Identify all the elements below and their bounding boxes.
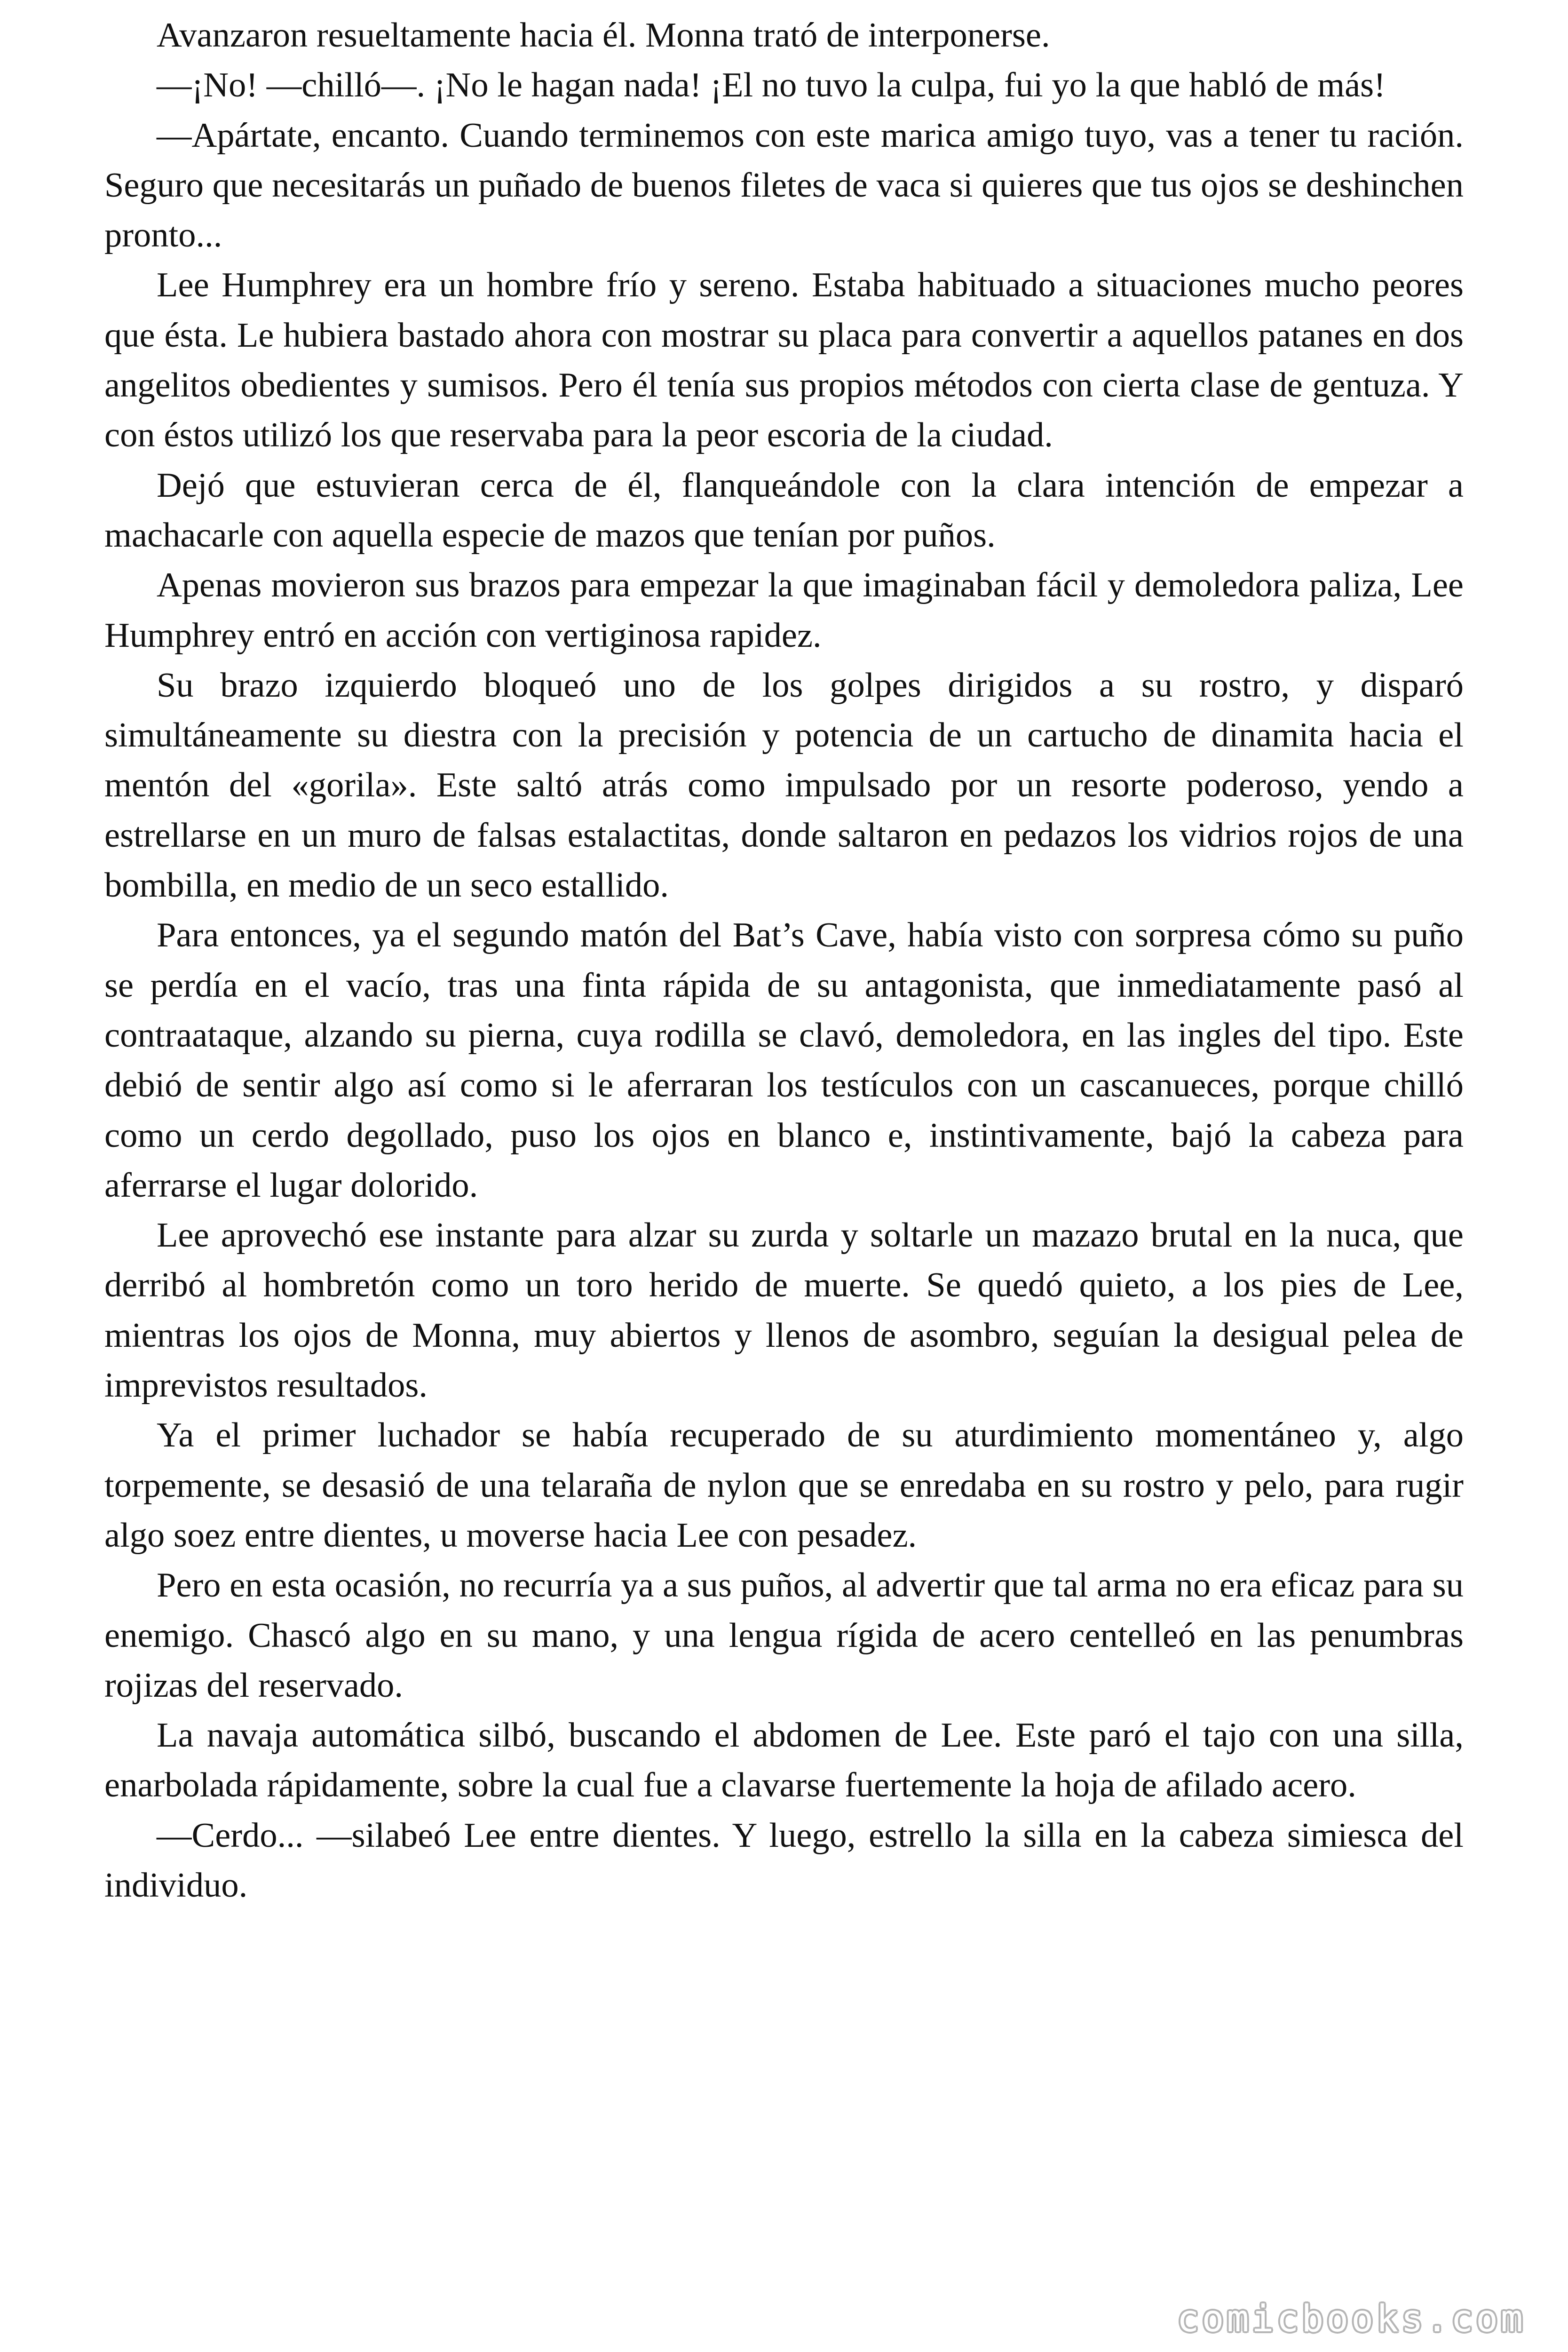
paragraph-12: La navaja automática silbó, buscando el abdomen de Lee. Este paró el tajo con una silla, enarbolada rápidamente, sobre la cual fue a clavarse fuertemente la hoja de afilado acero. [104, 1716, 1464, 1805]
paragraph-5: Dejó que estuvieran cerca de él, flanqueándole con la clara intención de empezar a machacarle con aquella especie de mazos que tenían por puños. [104, 466, 1464, 555]
paragraph-8: Para entonces, ya el segundo matón del Bat’s Cave, había visto con sorpresa cómo su puño se perdía en el vacío, tras una finta rápida de su antagonista, que inmediatamente pasó al contraataque, alzando su pierna, cuya rodilla se clavó, demoledora, en las ingles del tipo. Este debió de sentir algo así como si le aferraran los testículos con un cascanueces, porque chilló como un cerdo degollado, puso los ojos en blanco e, instintivamente, bajó la cabeza para aferrarse el lugar dolorido. [104, 916, 1464, 1205]
paragraph-13: —Cerdo... —silabeó Lee entre dientes. Y luego, estrello la silla en la cabeza simiesca del individuo. [104, 1816, 1464, 1905]
body-text [104, 10, 1464, 1910]
paragraph-3: —Apártate, encanto. Cuando terminemos con este marica amigo tuyo, vas a tener tu ración. Seguro que necesitarás un puñado de buenos filetes de vaca si quieres que tus ojos se deshinchen pronto... [104, 116, 1464, 255]
paragraph-10: Ya el primer luchador se había recuperado de su aturdimiento momentáneo y, algo torpemente, se desasió de una telaraña de nylon que se enredaba en su rostro y pelo, para rugir algo soez entre dientes, u moverse hacia Lee con pesadez. [104, 1416, 1464, 1555]
paragraph-1: Avanzaron resueltamente hacia él. Monna trató de interponerse. [157, 16, 1050, 55]
watermark-text: comicbooks.com [1177, 2298, 1526, 2340]
paragraph-7: Su brazo izquierdo bloqueó uno de los golpes dirigidos a su rostro, y disparó simultáneamente su diestra con la precisión y potencia de un cartucho de dinamita hacia el mentón del «gorila». Este saltó atrás como impulsado por un resorte poderoso, yendo a estrellarse en un muro de falsas estalactitas, donde saltaron en pedazos los vidrios rojos de una bombilla, en medio de un seco estallido. [104, 666, 1464, 905]
paragraph-11: Pero en esta ocasión, no recurría ya a sus puños, al advertir que tal arma no era eficaz para su enemigo. Chascó algo en su mano, y una lengua rígida de acero centelleó en las penumbras rojizas del reservado. [104, 1566, 1464, 1705]
paragraph-4: Lee Humphrey era un hombre frío y sereno. Estaba habituado a situaciones mucho peores que ésta. Le hubiera bastado ahora con mostrar su placa para convertir a aquellos patanes en dos angelitos obedientes y sumisos. Pero él tenía sus propios métodos con cierta clase de gentuza. Y con éstos utilizó los que reservaba para la peor escoria de la ciudad. [104, 266, 1464, 455]
paragraph-2: —¡No! —chilló—. ¡No le hagan nada! ¡El no tuvo la culpa, fui yo la que habló de más! [157, 66, 1386, 105]
paragraph-9: Lee aprovechó ese instante para alzar su zurda y soltarle un mazazo brutal en la nuca, que derribó al hombretón como un toro herido de muerte. Se quedó quieto, a los pies de Lee, mientras los ojos de Monna, muy abiertos y llenos de asombro, seguían la desigual pelea de imprevistos resultados. [104, 1216, 1464, 1405]
paragraph-6: Apenas movieron sus brazos para empezar la que imaginaban fácil y demoledora paliza, Lee Humphrey entró en acción con vertiginosa rapidez. [104, 566, 1464, 655]
